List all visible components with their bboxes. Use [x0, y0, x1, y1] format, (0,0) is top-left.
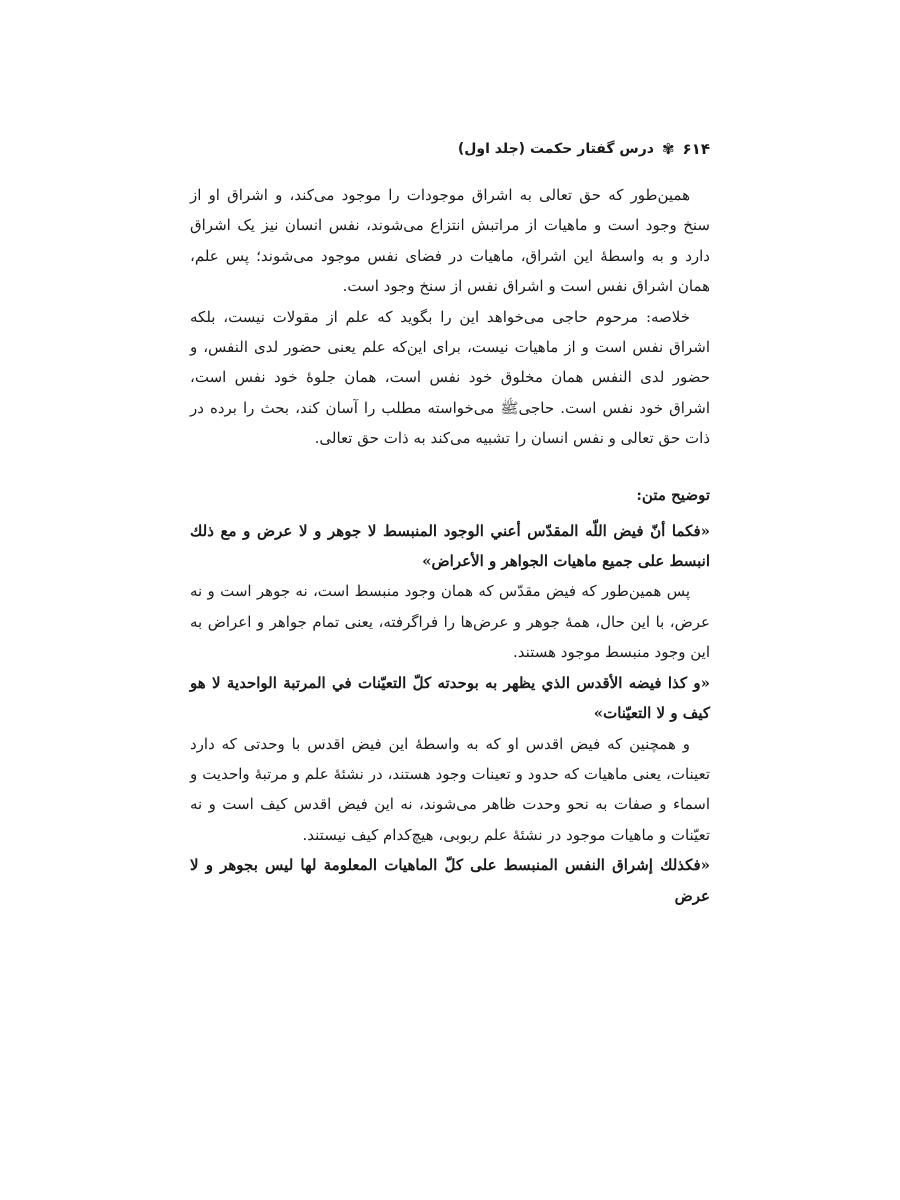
flower-ornament-icon: ✾ [661, 139, 675, 158]
paragraph-3: پس همین‌طور که فیض مقدّس که همان وجود منبسط است، نه جوهر است و نه عرض، با این حال، همهٔ جوهر و عرض‌ها را فراگرفته، یعنی تمام جواهر و اعراض به این وجود منبسط موجود هستند. [190, 582, 710, 662]
section-title: توضیح متن: [636, 485, 710, 504]
section-gap [190, 454, 710, 480]
paragraph-1: همین‌طور که حق تعالی به اشراق موجودات را موجود می‌کند، و اشراق او از سنخ وجود است و ماهیات از مراتبش انتزاع می‌شوند، نفس انسان نیز یک اشراق دارد و به واسطهٔ این اشراق، ماهیات در فضای نفس موجود می‌شوند؛ پس علم، همان اشراق نفس است و اشراق نفس از سنخ وجود است. [190, 186, 710, 296]
paragraph-2: خلاصه: مرحوم حاجی می‌خواهد این را بگوید که علم از مقولات نیست، بلکه اشراق نفس است و از ماهیات نیست، برای این‌که علم یعنی حضور لدی النفس، و حضور لدی النفس همان مخلوق خود نفس است، همان جلوهٔ خود نفس است، اشراق خود نفس است. حاجی‌ﷺ می‌خواسته مطلب را آسان کند، بحث را برده در ذات حق تعالی و نفس انسان را تشبیه می‌کند به ذات حق تعالی. [190, 307, 710, 448]
arabic-quote-1: «فكما أنّ فيض اللّه المقدّس أعني الوجود المنبسط لا جوهر و لا عرض و مع ذلك انبسط على جميع ماهيات الجواهر و الأعراض» [190, 521, 710, 571]
arabic-quote-3: «فكذلك إشراق النفس المنبسط على كلّ الماهيات المعلومة لها ليس بجوهر و لا عرض [190, 856, 710, 905]
paragraph-4: و همچنین که فیض اقدس او که به واسطهٔ این فیض اقدس با وحدتی که دارد تعینات، یعنی ماهیات که حدود و تعینات وجود هستند، در نشئهٔ علم و مرتبهٔ واحدیت و اسماء و صفات به نحو وحدت ظاهر می‌شوند، نه این فیض اقدس کیف است و نه تعیّنات و ماهیات موجود در نشئهٔ علم ربوبی، هیچ‌کدام کیف نیستند. [190, 734, 710, 844]
running-header [190, 138, 710, 160]
arabic-quote-2: «و كذا فيضه الأقدس الذي يظهر به بوحدته كلّ التعيّنات في المرتبة الواحدية لا هو كيف و لا التعيّنات» [190, 673, 710, 723]
page-number: ۶۱۴ [682, 140, 710, 158]
page-content [190, 180, 710, 911]
book-title: درس گفتار حکمت (جلد اول) [457, 141, 654, 157]
